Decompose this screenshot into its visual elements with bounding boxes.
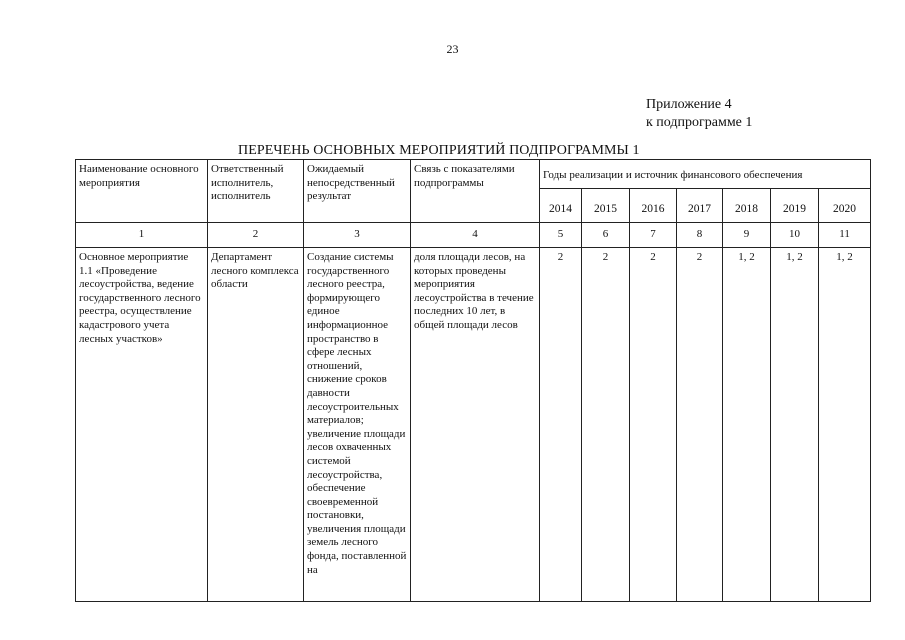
column-number: 9: [723, 223, 771, 248]
table-row: [76, 248, 871, 602]
funding-value: 1, 2: [771, 248, 819, 602]
activity-indicator-link: доля площади лесов, на которых проведены мероприятия лесоустройства в течение последних 10 лет, в общей площади лесов: [411, 248, 540, 602]
column-number: 4: [411, 223, 540, 248]
column-numbers-row: [76, 223, 871, 248]
year-cell: 2018: [723, 189, 771, 223]
column-number: 11: [819, 223, 871, 248]
header-indicator-link: Связь с показателями подпрограммы: [411, 160, 540, 223]
year-cell: 2017: [677, 189, 723, 223]
funding-value: 2: [540, 248, 582, 602]
column-number: 6: [582, 223, 630, 248]
year-cell: 2020: [819, 189, 871, 223]
funding-value: 2: [582, 248, 630, 602]
activity-responsible: Департамент лесного комплекса области: [208, 248, 304, 602]
funding-value: 2: [630, 248, 677, 602]
activities-table: [75, 159, 871, 602]
column-number: 3: [304, 223, 411, 248]
column-number: 8: [677, 223, 723, 248]
column-number: 5: [540, 223, 582, 248]
header-name: Наименование основного мероприятия: [76, 160, 208, 223]
activity-name: Основное мероприятие 1.1 «Проведение лесоустройства, ведение государственного лесного реестра, осуществление кадастрового учета лесных участков»: [76, 248, 208, 602]
header-row: [76, 160, 871, 189]
year-cell: 2019: [771, 189, 819, 223]
page-number: 23: [446, 42, 459, 56]
year-cell: 2014: [540, 189, 582, 223]
column-number: 7: [630, 223, 677, 248]
appendix-line-1: Приложение 4: [646, 97, 732, 112]
funding-value: 2: [677, 248, 723, 602]
funding-value: 1, 2: [723, 248, 771, 602]
column-number: 2: [208, 223, 304, 248]
year-cell: 2016: [630, 189, 677, 223]
year-cell: 2015: [582, 189, 630, 223]
activity-expected-result: Создание системы государственного лесного реестра, формирующего единое информационное пространство в сфере лесных отношений, снижение сроков давности лесоустроительных материалов; увеличение площади лесов охваченных системой лесоустройства, обеспечение своевременной постановки, увеличения площади земель лесного фонда, поставленной на: [304, 248, 411, 602]
header-years-group: Годы реализации и источник финансового обеспечения: [540, 160, 871, 189]
appendix-line-2: к подпрограмме 1: [646, 115, 753, 130]
funding-value: 1, 2: [819, 248, 871, 602]
column-number: 1: [76, 223, 208, 248]
appendix-note: [646, 96, 752, 132]
header-responsible: Ответственный исполнитель, исполнитель: [208, 160, 304, 223]
header-expected-result: Ожидаемый непосредственный результат: [304, 160, 411, 223]
column-number: 10: [771, 223, 819, 248]
document-title: ПЕРЕЧЕНЬ ОСНОВНЫХ МЕРОПРИЯТИЙ ПОДПРОГРАММЫ 1: [238, 143, 640, 158]
